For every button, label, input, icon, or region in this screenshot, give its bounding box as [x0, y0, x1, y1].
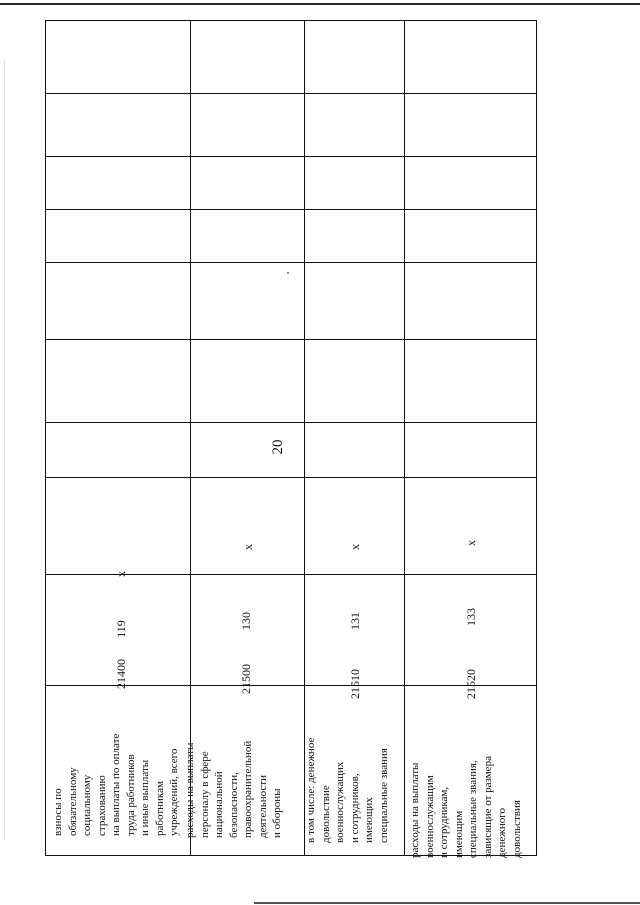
row-mark: x: [114, 571, 128, 577]
column-divider: [46, 339, 536, 340]
column-divider: [46, 477, 536, 478]
row-label: взносы по обязательному социальному страхованию на выплаты по оплате труда работников и иные выплаты работникам учреждений, всего: [52, 733, 180, 836]
row-mark: x: [348, 544, 362, 550]
column-divider: [46, 156, 536, 157]
kosgu-code: 133: [464, 608, 478, 626]
row-code: 21500: [239, 664, 253, 694]
row-label: в том числе: денежное довольствие военнослужащих и сотрудников, имеющих специальные звания: [305, 737, 390, 843]
kosgu-code: 130: [239, 612, 253, 630]
row-mark: x: [241, 544, 255, 550]
scan-edge-left: [4, 60, 5, 840]
kosgu-code: 119: [114, 620, 128, 638]
row-label: расходы на выплаты персоналу в сфере национальной безопасности, правоохранительной деятельности и обороны: [184, 740, 283, 838]
row-divider: [404, 21, 405, 855]
column-divider: [46, 422, 536, 423]
row-code: 21510: [348, 669, 362, 699]
row-code: 21520: [464, 669, 478, 699]
budget-table: [45, 20, 537, 856]
row-mark: x: [464, 540, 478, 546]
column-divider: [46, 262, 536, 263]
page-number: 20: [269, 439, 286, 455]
kosgu-code: 131: [348, 612, 362, 630]
scan-edge-bottom: [254, 902, 640, 904]
column-divider: [46, 209, 536, 210]
row-code: 21400: [114, 659, 128, 689]
column-divider: [46, 93, 536, 94]
scan-edge-top: [0, 3, 640, 5]
row-label: расходы на выплаты военнослужащим и сотрудникам, имеющим специальные звания, зависящие от размера денежного довольствия: [409, 756, 523, 858]
